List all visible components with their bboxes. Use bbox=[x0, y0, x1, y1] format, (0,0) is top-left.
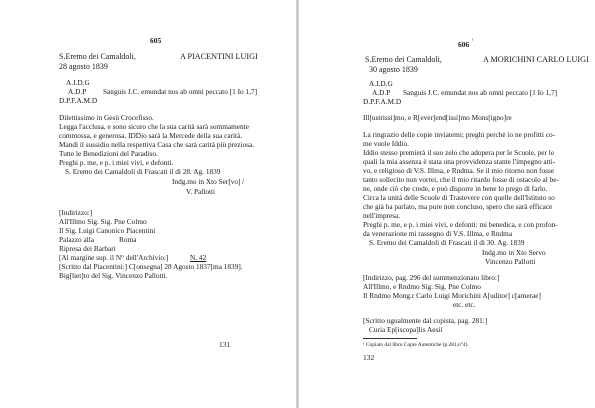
body-line: Preghi p. me, e p. i miei vivi, e defonti. bbox=[59, 158, 174, 167]
address-line: [Indirizzo, pag. 296 del summenzionato libro:] bbox=[363, 273, 500, 282]
body-line: vo, e religioso di V.S. Illma, e Rndma. Se il mio ritorno non fosse bbox=[363, 166, 555, 175]
formula-line-2b: Sanguis J.C. emundat nos ab omni peccato [1 Io 1,7] bbox=[103, 87, 258, 96]
formula-line-1: A.I.D.G bbox=[369, 79, 393, 88]
formula-line-3: D.P.F.A.M.D bbox=[363, 97, 402, 106]
written-note: [Scritto dal Piacentini:] C[onsegna] 28 Agosto 1837[ma 1839]. bbox=[59, 262, 243, 271]
body-line: Tutte le Benedizioni del Paradiso. bbox=[59, 149, 158, 158]
body-line: nell'impresa. bbox=[363, 211, 401, 220]
closing-formula: Indg.mo in Xto Servo bbox=[482, 248, 546, 257]
letter-date: 28 agosto 1839 bbox=[59, 62, 108, 71]
formula-line-2a: A.D.P bbox=[372, 88, 391, 97]
letter-recipient: A PIACENTINI LUIGI bbox=[180, 52, 258, 61]
letter-place: S.Eremo dei Camaldoli, bbox=[365, 55, 442, 64]
salutation: Ill[ustrissi]mo, e R[ever]end[issi]mo Mons[igno]re bbox=[363, 113, 512, 122]
body-line: Dilettissimo in Gesù Crocefisso. bbox=[59, 113, 154, 122]
footnote-rule bbox=[363, 338, 417, 339]
body-line: quali la mia assenza è stata una provvidenza stante l'impegno atti- bbox=[363, 157, 556, 166]
body-line: S. Eremo dei Camaldoli di Frascati il dì 28. Ag. 1839 bbox=[65, 167, 221, 176]
signature: V. Pallotti bbox=[186, 187, 216, 196]
page-number-bottom: 131 bbox=[219, 340, 231, 349]
body-line: che già ha parlato, ma pure non concluso, spero che sarà efficace bbox=[363, 202, 553, 211]
body-line: Mandi il sussidio nella respettiva Casa che sarà carità più preziosa. bbox=[59, 140, 255, 149]
formula-line-3: D.P.F.A.M.D bbox=[59, 96, 98, 105]
formula-line-1: A.I.D.G bbox=[66, 78, 90, 87]
body-line: S. Eremo dei Camaldoli di Frascati il di 30. Ag. 1839 bbox=[369, 238, 525, 247]
page-number-top: 605 bbox=[150, 36, 162, 45]
body-line: da venerazione mi rassegno di V.S. Illma, e Rndma bbox=[363, 229, 513, 238]
address-line: Ripresa dei Barbari bbox=[59, 244, 116, 253]
slash-mark: / bbox=[242, 177, 245, 186]
address-line: Palazzo alla bbox=[59, 235, 95, 244]
footnote-marker: ¹ bbox=[472, 38, 474, 44]
page-number-top: 606 bbox=[458, 40, 470, 49]
body-line: ne, onde ciò che crede, e può disporre in bene lo prego di farlo. bbox=[363, 184, 548, 193]
address-line: etc. etc. bbox=[453, 300, 476, 309]
left-page bbox=[0, 0, 296, 408]
signature: Vincenzo Pallotti bbox=[485, 257, 536, 266]
body-line: Circa la unità delle Scuole di Trastevere con quelle dell'Istituto so bbox=[363, 193, 555, 202]
copy-note-line: [Scritto ugualmente dal copista, pag. 281:] bbox=[363, 316, 488, 325]
right-page bbox=[299, 0, 595, 408]
copy-note-line: Curia Ep[iscopa]lis Aesii bbox=[369, 325, 443, 334]
address-line: [Indirizzo:] bbox=[59, 208, 93, 217]
closing-formula: Indg.mo in Xto Ser[vo] bbox=[172, 177, 241, 186]
body-line: Legga l'acclusa, e sono sicuro che la sua carità sarà sommamente bbox=[59, 122, 249, 131]
letter-recipient: A MORICHINI CARLO LUIGI bbox=[483, 55, 589, 64]
address-line: All'Illmo Sig. Sig. Pne Colmo bbox=[59, 217, 147, 226]
body-line: Preghi p. me, e p. i miei vivi, e defonti: mi benedica, e con profon- bbox=[363, 220, 558, 229]
body-line: me vuole Iddio. bbox=[363, 139, 410, 148]
margin-note: [Al margine sup. il N° dell'Archivio:] bbox=[59, 253, 169, 262]
page-number-bottom: 132 bbox=[363, 353, 375, 362]
body-line: commossa, e generosa. IDDio sarà la Mercede della sua carità. bbox=[59, 131, 243, 140]
footnote: ¹ Copiato dal libro Copie Autentiche (p.281,n°4). bbox=[363, 342, 469, 348]
address-line: Il Rndmo Mong.r Carlo Luigi Morichini A[uditor] c[amerae] bbox=[363, 291, 541, 300]
letter-date: 30 agosto 1839 bbox=[369, 65, 418, 74]
letter-place: S.Eremo dei Camaldoli, bbox=[59, 52, 136, 61]
address-line: Il Sig. Luigi Canonico Piacentini bbox=[59, 226, 156, 235]
formula-line-2a: A.D.P bbox=[68, 87, 87, 96]
address-city: Roma bbox=[119, 235, 137, 244]
address-line: All'Illmo, e Rndmo Sig. Sig. Pne Colmo bbox=[363, 282, 481, 291]
ticket-note: Big[liet]to del Sig. Vincenzo Pallotti. bbox=[59, 271, 168, 280]
body-line: tanto sollecito non vorrei, che il mio ritardo fosse di ostacolo al be- bbox=[363, 175, 559, 184]
body-line: La ringrazio delle copie inviatemi; preghi perchè io ne profitti co- bbox=[363, 130, 556, 139]
archive-number: N. 42 bbox=[190, 253, 207, 262]
formula-line-2b: Sanguis J.C. emundat nos ab omni peccato [1 Io 1,7] bbox=[403, 88, 558, 97]
body-line: Iddio stesso premierà il suo zelo che adopera per le Scuole, per le bbox=[363, 148, 555, 157]
